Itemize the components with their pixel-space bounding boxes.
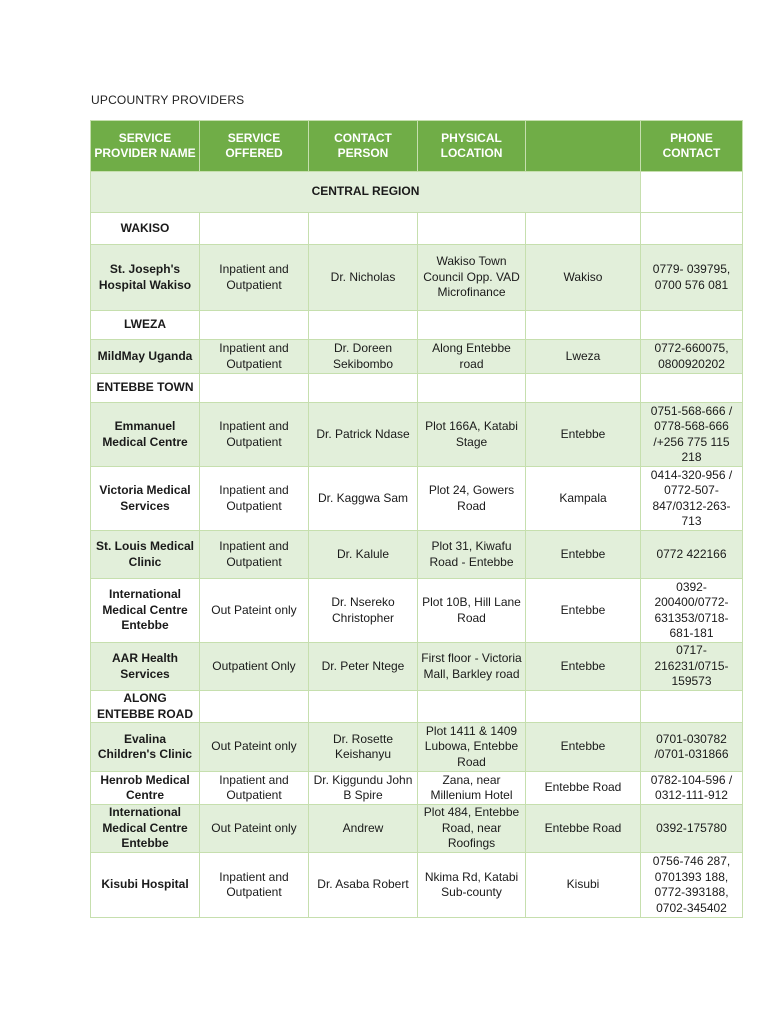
provider-name: International Medical Centre Entebbe (91, 805, 200, 853)
provider-name: St. Joseph's Hospital Wakiso (91, 245, 200, 311)
provider-name: Evalina Children's Clinic (91, 723, 200, 772)
section-name: WAKISO (91, 213, 200, 245)
area: Entebbe (526, 723, 641, 772)
phone-contact: 0782-104-596 / 0312-111-912 (641, 772, 743, 805)
column-header-phone-contact: PHONE CONTACT (641, 121, 743, 172)
physical-location: Zana, near Millenium Hotel (418, 772, 526, 805)
service-offered: Inpatient and Outpatient (200, 853, 309, 918)
service-offered: Out Pateint only (200, 723, 309, 772)
column-header-contact-person: CONTACT PERSON (309, 121, 418, 172)
physical-location: Plot 31, Kiwafu Road - Entebbe (418, 531, 526, 579)
area: Entebbe (526, 403, 641, 467)
table-header (91, 121, 743, 172)
table-row (91, 245, 743, 311)
physical-location: Nkima Rd, Katabi Sub-county (418, 853, 526, 918)
physical-location: Plot 484, Entebbe Road, near Roofings (418, 805, 526, 853)
contact-person: Dr. Doreen Sekibombo (309, 340, 418, 374)
service-offered: Inpatient and Outpatient (200, 245, 309, 311)
phone-contact: 0414-320-956 / 0772-507-847/0312-263-713 (641, 467, 743, 531)
phone-contact: 0779- 039795, 0700 576 081 (641, 245, 743, 311)
table-row (91, 723, 743, 772)
contact-person: Andrew (309, 805, 418, 853)
column-header-area (526, 121, 641, 172)
contact-person: Dr. Nicholas (309, 245, 418, 311)
area: Entebbe Road (526, 772, 641, 805)
contact-person: Dr. Rosette Keishanyu (309, 723, 418, 772)
provider-name: Emmanuel Medical Centre (91, 403, 200, 467)
provider-name: AAR Health Services (91, 643, 200, 691)
phone-contact: 0772 422166 (641, 531, 743, 579)
physical-location: Along Entebbe road (418, 340, 526, 374)
area: Entebbe (526, 643, 641, 691)
region-row (91, 172, 743, 213)
physical-location: Plot 10B, Hill Lane Road (418, 579, 526, 643)
section-name: ENTEBBE TOWN (91, 374, 200, 403)
service-offered: Out Pateint only (200, 805, 309, 853)
table-row (91, 531, 743, 579)
contact-person: Dr. Patrick Ndase (309, 403, 418, 467)
physical-location: Plot 24, Gowers Road (418, 467, 526, 531)
physical-location: Plot 166A, Katabi Stage (418, 403, 526, 467)
area: Lweza (526, 340, 641, 374)
column-header-physical-location: PHYSICAL LOCATION (418, 121, 526, 172)
region-name: CENTRAL REGION (91, 172, 641, 213)
contact-person: Dr. Kalule (309, 531, 418, 579)
area: Entebbe (526, 579, 641, 643)
contact-person: Dr. Kiggundu John B Spire (309, 772, 418, 805)
service-offered: Out Pateint only (200, 579, 309, 643)
table-row (91, 772, 743, 805)
physical-location: First floor - Victoria Mall, Barkley road (418, 643, 526, 691)
phone-contact: 0756-746 287, 0701393 188, 0772-393188, 0702-345402 (641, 853, 743, 918)
area: Kisubi (526, 853, 641, 918)
provider-name: St. Louis Medical Clinic (91, 531, 200, 579)
physical-location: Plot 1411 & 1409 Lubowa, Entebbe Road (418, 723, 526, 772)
provider-name: Victoria Medical Services (91, 467, 200, 531)
service-offered: Inpatient and Outpatient (200, 340, 309, 374)
contact-person: Dr. Nsereko Christopher (309, 579, 418, 643)
phone-contact: 0751-568-666 / 0778-568-666 /+256 775 115 218 (641, 403, 743, 467)
service-offered: Inpatient and Outpatient (200, 467, 309, 531)
service-offered: Inpatient and Outpatient (200, 403, 309, 467)
phone-contact: 0392-200400/0772-631353/0718-681-181 (641, 579, 743, 643)
service-offered: Inpatient and Outpatient (200, 531, 309, 579)
area: Wakiso (526, 245, 641, 311)
area: Kampala (526, 467, 641, 531)
area: Entebbe Road (526, 805, 641, 853)
table-row (91, 853, 743, 918)
provider-name: Henrob Medical Centre (91, 772, 200, 805)
section-row (91, 374, 743, 403)
phone-contact: 0392-175780 (641, 805, 743, 853)
section-row (91, 691, 743, 723)
table-row (91, 403, 743, 467)
provider-name: MildMay Uganda (91, 340, 200, 374)
table-body (91, 172, 743, 918)
contact-person: Dr. Peter Ntege (309, 643, 418, 691)
phone-contact: 0701-030782 /0701-031866 (641, 723, 743, 772)
section-name: ALONG ENTEBBE ROAD (91, 691, 200, 723)
phone-contact: 0772-660075, 0800920202 (641, 340, 743, 374)
provider-name: International Medical Centre Entebbe (91, 579, 200, 643)
table-row (91, 340, 743, 374)
area: Entebbe (526, 531, 641, 579)
table-row (91, 467, 743, 531)
page-title: UPCOUNTRY PROVIDERS (91, 93, 245, 107)
contact-person: Dr. Kaggwa Sam (309, 467, 418, 531)
table-row (91, 805, 743, 853)
section-name: LWEZA (91, 311, 200, 340)
provider-name: Kisubi Hospital (91, 853, 200, 918)
contact-person: Dr. Asaba Robert (309, 853, 418, 918)
service-offered: Outpatient Only (200, 643, 309, 691)
column-header-service-offered: SERVICE OFFERED (200, 121, 309, 172)
table-row (91, 579, 743, 643)
physical-location: Wakiso Town Council Opp. VAD Microfinance (418, 245, 526, 311)
section-row (91, 311, 743, 340)
column-header-provider-name: SERVICE PROVIDER NAME (91, 121, 200, 172)
service-offered: Inpatient and Outpatient (200, 772, 309, 805)
table-row (91, 643, 743, 691)
providers-table (90, 120, 743, 918)
phone-contact: 0717-216231/0715-159573 (641, 643, 743, 691)
section-row (91, 213, 743, 245)
